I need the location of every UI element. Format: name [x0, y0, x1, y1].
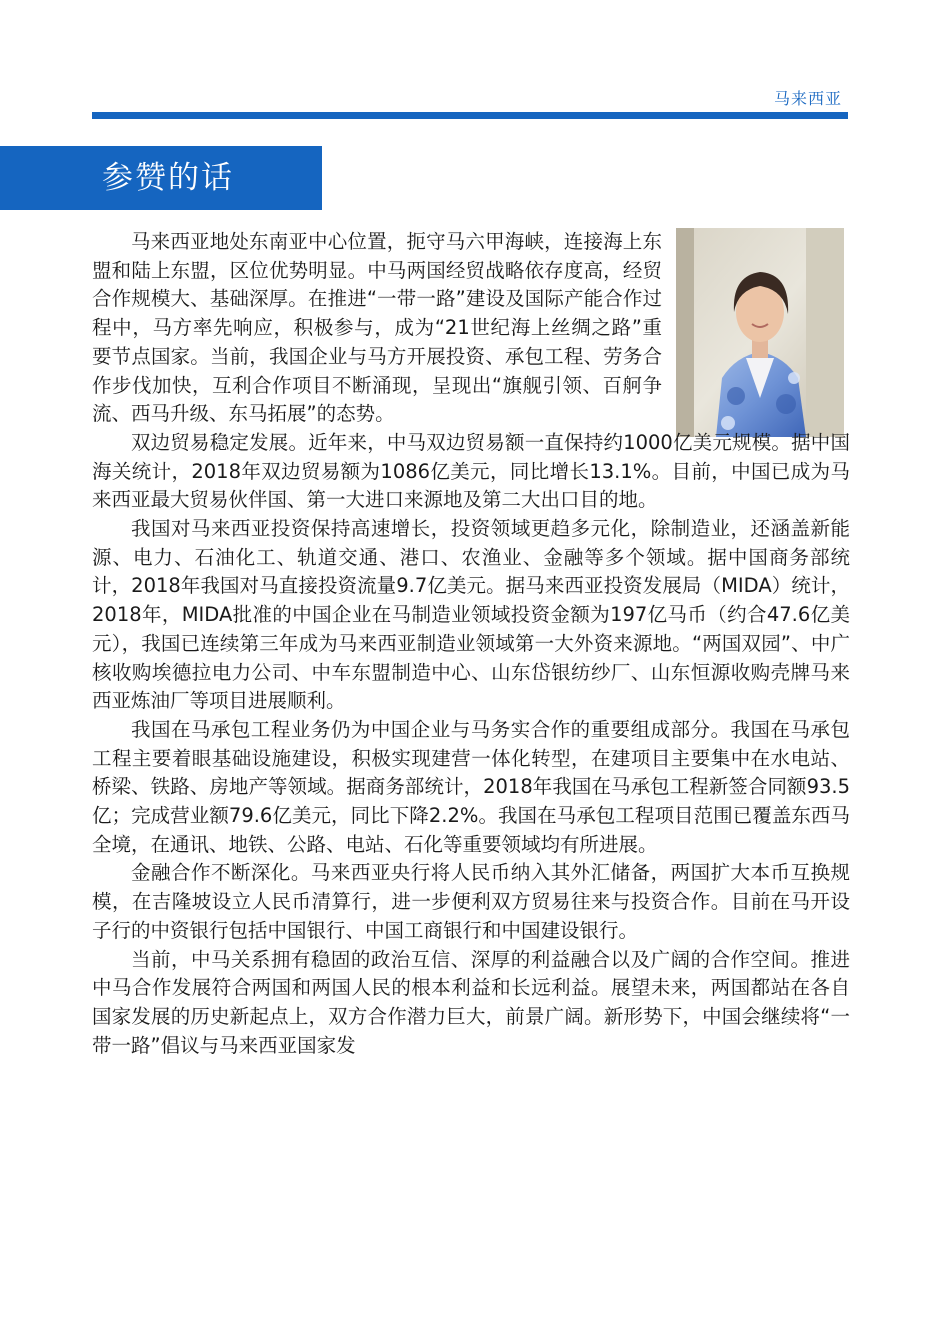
paragraph-finance: 金融合作不断深化。马来西亚央行将人民币纳入其外汇储备，两国扩大本币互换规模，在吉隆坡设立人民币清算行，进一步便利双方贸易往来与投资合作。目前在马开设子行的中资银行包括中国银行、中国工商银行和中国建设银行。: [92, 861, 850, 942]
paragraph-trade: 双边贸易稳定发展。近年来，中马双边贸易额一直保持约1000亿美元规模。据中国海关统计，2018年双边贸易额为1086亿美元，同比增长13.1%。目前，中国已成为马来西亚最大贸易伙伴国、第一大进口来源地及第二大出口目的地。: [92, 430, 850, 512]
paragraph-investment: 我国对马来西亚投资保持高速增长，投资领域更趋多元化，除制造业，还涵盖新能源、电力、石油化工、轨道交通、港口、农渔业、金融等多个领域。据中国商务部统计，2018年我国对马直接投资流量9.7亿美元。据马来西亚投资发展局（MIDA）统计，2018年，MIDA批准的中国企业在马制造业领域投资金额为197亿马币（约合47.6亿美元），我国已连续第三年成为马来西亚制造业领域第一大外资来源地。“两国双园”、中广核收购埃德拉电力公司、中车东盟制造中心、山东岱银纺纱厂、山东恒源收购壳牌马来西亚炼油厂等项目进展顺利。: [92, 517, 850, 713]
paragraph-outlook: 当前，中马关系拥有稳固的政治互信、深厚的利益融合以及广阔的合作空间。推进中马合作发展符合两国和两国人民的根本利益和长远利益。展望未来，两国都站在各自国家发展的历史新起点上，双方合作潜力巨大，前景广阔。新形势下，中国会继续将“一带一路”倡议与马来西亚国家发: [92, 947, 850, 1057]
header-country-label: 马来西亚: [773, 89, 842, 108]
paragraph-contracting: 我国在马承包工程业务仍为中国企业与马务实合作的重要组成部分。我国在马承包工程主要着眼基础设施建设，积极实现建营一体化转型，在建项目主要集中在水电站、桥梁、铁路、房地产等领域。据商务部统计，2018年我国在马承包工程新签合同额93.5亿；完成营业额79.6亿美元，同比下降2.2%。我国在马承包工程项目范围已覆盖东西马全境，在通讯、地铁、公路、电站、石化等重要领域均有所进展。: [92, 717, 850, 856]
header-rule: [92, 112, 848, 119]
article-body: [92, 228, 850, 1060]
section-title: 参赞的话: [102, 160, 234, 196]
paragraph-intro: 马来西亚地处东南亚中心位置，扼守马六甲海峡，连接海上东盟和陆上东盟，区位优势明显。中马两国经贸战略依存度高，经贸合作规模大、基础深厚。在推进“一带一路”建设及国际产能合作过程中，马方率先响应，积极参与，成为“21世纪海上丝绸之路”重要节点国家。当前，我国企业与马方开展投资、承包工程、劳务合作步伐加快，互利合作项目不断涌现，呈现出“旗舰引领、百舸争流、西马升级、东马拓展”的态势。: [92, 230, 662, 426]
